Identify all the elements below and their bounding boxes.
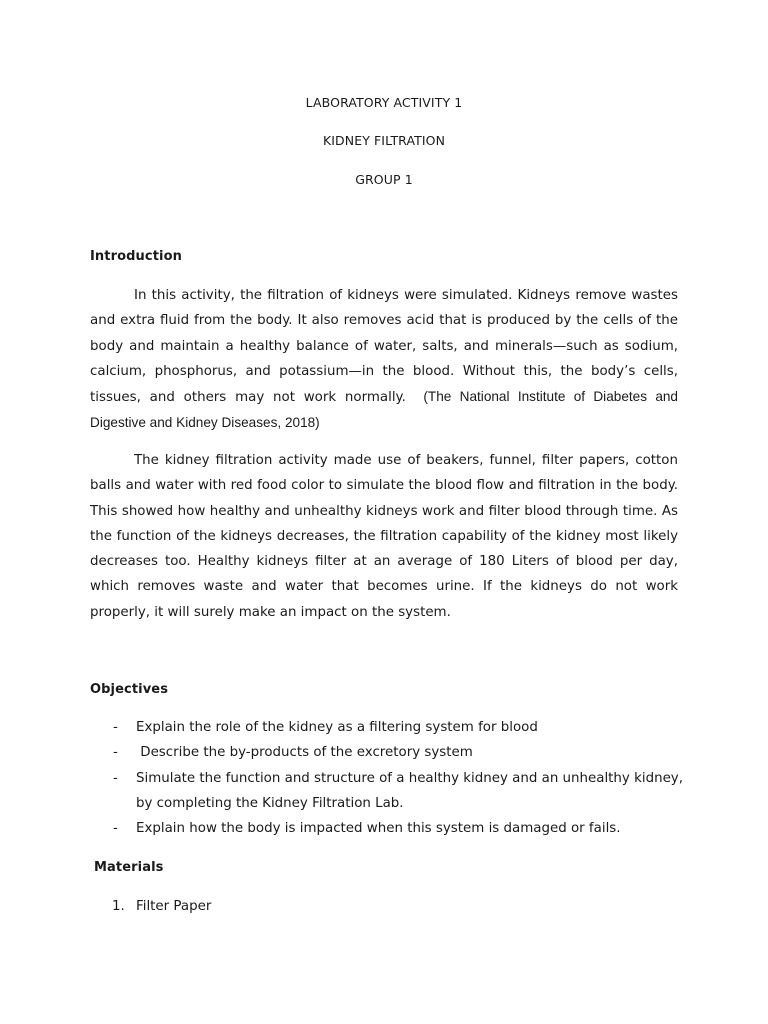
objective-text: Describe the by-products of the excretory system bbox=[136, 745, 473, 761]
activity-title: LABORATORY ACTIVITY 1 bbox=[305, 95, 463, 110]
materials-heading: Materials bbox=[94, 860, 164, 875]
objectives-heading: Objectives bbox=[90, 682, 169, 697]
list-item bbox=[112, 894, 211, 919]
list-bullet: - bbox=[113, 720, 118, 735]
list-item bbox=[113, 816, 683, 841]
introduction-paragraph-1 bbox=[90, 283, 678, 437]
objective-text: Explain how the body is impacted when this system is damaged or fails. bbox=[136, 821, 621, 837]
introduction-heading: Introduction bbox=[90, 249, 182, 264]
materials-list bbox=[112, 894, 211, 919]
list-item bbox=[113, 740, 683, 765]
objective-text: Explain the role of the kidney as a filtering system for blood bbox=[136, 720, 538, 735]
introduction-paragraph-2: The kidney filtration activity made use of beakers, funnel, filter papers, cotton balls and water with red food color to simulate the blood flow and filtration in the body. This showed how healthy and unhealthy kidneys work and filter blood through time. As the function of the kidneys decreases, the filtration capability of the kidney most likely decreases too. Healthy kidneys filter at an average of 180 Liters of blood per day, which removes waste and water that becomes urine. If the kidneys do not work properly, it will surely make an impact on the system. bbox=[90, 453, 678, 620]
group-label: GROUP 1 bbox=[355, 172, 413, 187]
list-item bbox=[113, 766, 683, 817]
activity-subtitle: KIDNEY FILTRATION bbox=[322, 133, 446, 148]
list-bullet: - bbox=[113, 745, 118, 761]
objectives-list bbox=[113, 715, 683, 841]
list-bullet: - bbox=[113, 770, 118, 786]
objective-text: Simulate the function and structure of a healthy kidney and an unhealthy kidney, by completing the Kidney Filtration Lab. bbox=[136, 770, 683, 811]
list-item bbox=[113, 715, 683, 740]
list-bullet: - bbox=[113, 821, 118, 837]
list-number: 1. bbox=[112, 899, 125, 914]
citation: (The National Institute of Diabetes and Digestive and Kidney Diseases, 2018) bbox=[90, 389, 678, 431]
material-text: Filter Paper bbox=[136, 899, 212, 914]
introduction-paragraph-1-text: In this activity, the filtration of kidneys were simulated. Kidneys remove wastes and extra fluid from the body. It also removes acid that is produced by the cells of the body and maintain a healthy balance of water, salts, and minerals—such as sodium, calcium, phosphorus, and potassium—in the blood. Without this, the body’s cells, tissues, and others may not work normally. bbox=[90, 288, 678, 406]
